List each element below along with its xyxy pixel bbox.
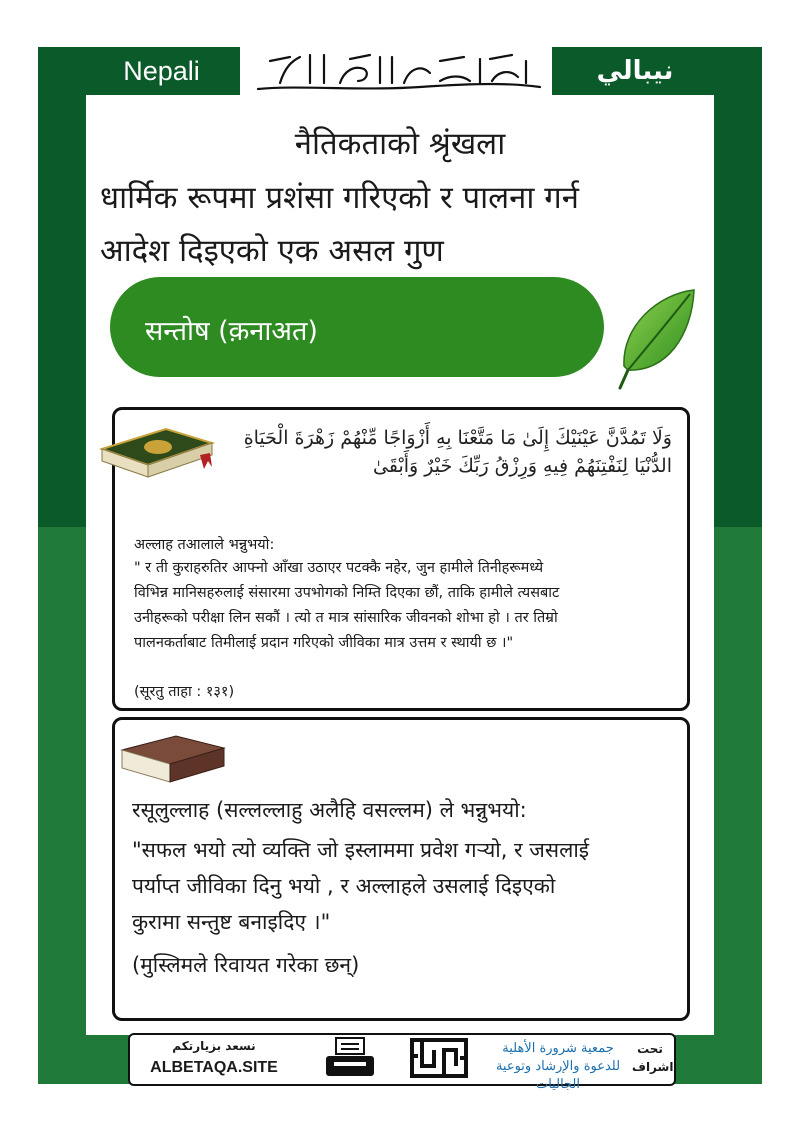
quran-translation: " र ती कुराहरुतिर आफ्नो आँखा उठाएर पटक्कै नहेर, जुन हामीले तिनीहरूमध्ये विभिन्न मानिसहरुलाई संसारमा उपभोगको निम्ति दिएका छौं, ताकि हामीले त्यसबाट उनीहरूको परीक्षा लिन सकौं । त्यो त मात्र सांसारिक जीवनको शोभा हो । तर तिम्रो पालनकर्ताबाट तिमीलाई प्रदान गरिएको जीविका मात्र उत्तम र स्थायी छ ।" xyxy=(134,560,560,651)
leaf-icon xyxy=(618,286,698,396)
footer-site-link[interactable]: ALBETAQA.SITE xyxy=(150,1059,278,1076)
hadith-text: "सफल भयो त्यो व्यक्ति जो इस्लाममा प्रवेश गर्‍यो, र जसलाई पर्याप्त जीविका दिनु भयो , र अल्लाहले उसलाई दिइएको कुरामा सन्तुष्ट बनाइदिए ।" xyxy=(132,838,590,934)
hadith-reference: (मुस्लिमले रिवायत गरेका छन्) xyxy=(132,953,360,977)
footer-organization: جمعية شرورة الأهلية للدعوة والإرشاد وتوعية الجاليات xyxy=(495,1041,621,1092)
hadith-book-icon xyxy=(118,732,228,787)
language-label-arabic: نيبالي xyxy=(596,56,674,86)
basmala-calligraphy xyxy=(240,47,552,97)
series-title: नैतिकताको श्रृंखला xyxy=(294,126,506,162)
subtitle-line-1: धार्मिक रूपमा प्रशंसा गरिएको र पालना गर्न xyxy=(100,180,579,216)
footer-visit-text: نسعد بزيارتكم xyxy=(172,1039,256,1053)
quran-verse-arabic: وَلَا تَمُدَّنَّ عَيْنَيْكَ إِلَىٰ مَا مَتَّعْنَا بِهِ أَزْوَاجًا مِّنْهُمْ زَهْرَةَ الْحَيَاةِ الدُّنْيَا لِنَفْتِنَهُمْ فِيهِ وَرِزْقُ رَبِّكَ خَيْرٌ وَأَبْقَىٰ xyxy=(243,427,672,477)
subtitle-line-2: आदेश दिइएको एक असल गुण xyxy=(100,233,444,269)
quran-book-icon xyxy=(96,421,216,481)
kufi-logo-icon xyxy=(408,1036,470,1080)
printer-icon[interactable] xyxy=(324,1036,376,1080)
footer-supervision: تحت اشراف xyxy=(632,1042,674,1074)
language-label-english: Nepali xyxy=(123,56,200,86)
topic-title: सन्तोष (क़नाअत) xyxy=(145,316,318,347)
quran-intro: अल्लाह तआलाले भन्नुभयो: xyxy=(134,537,275,553)
hadith-intro: रसूलुल्लाह (सल्लल्लाहु अलैहि वसल्लम) ले भन्नुभयो: xyxy=(132,798,527,822)
quran-reference: (सूरतु ताहा : १३१) xyxy=(134,684,235,700)
